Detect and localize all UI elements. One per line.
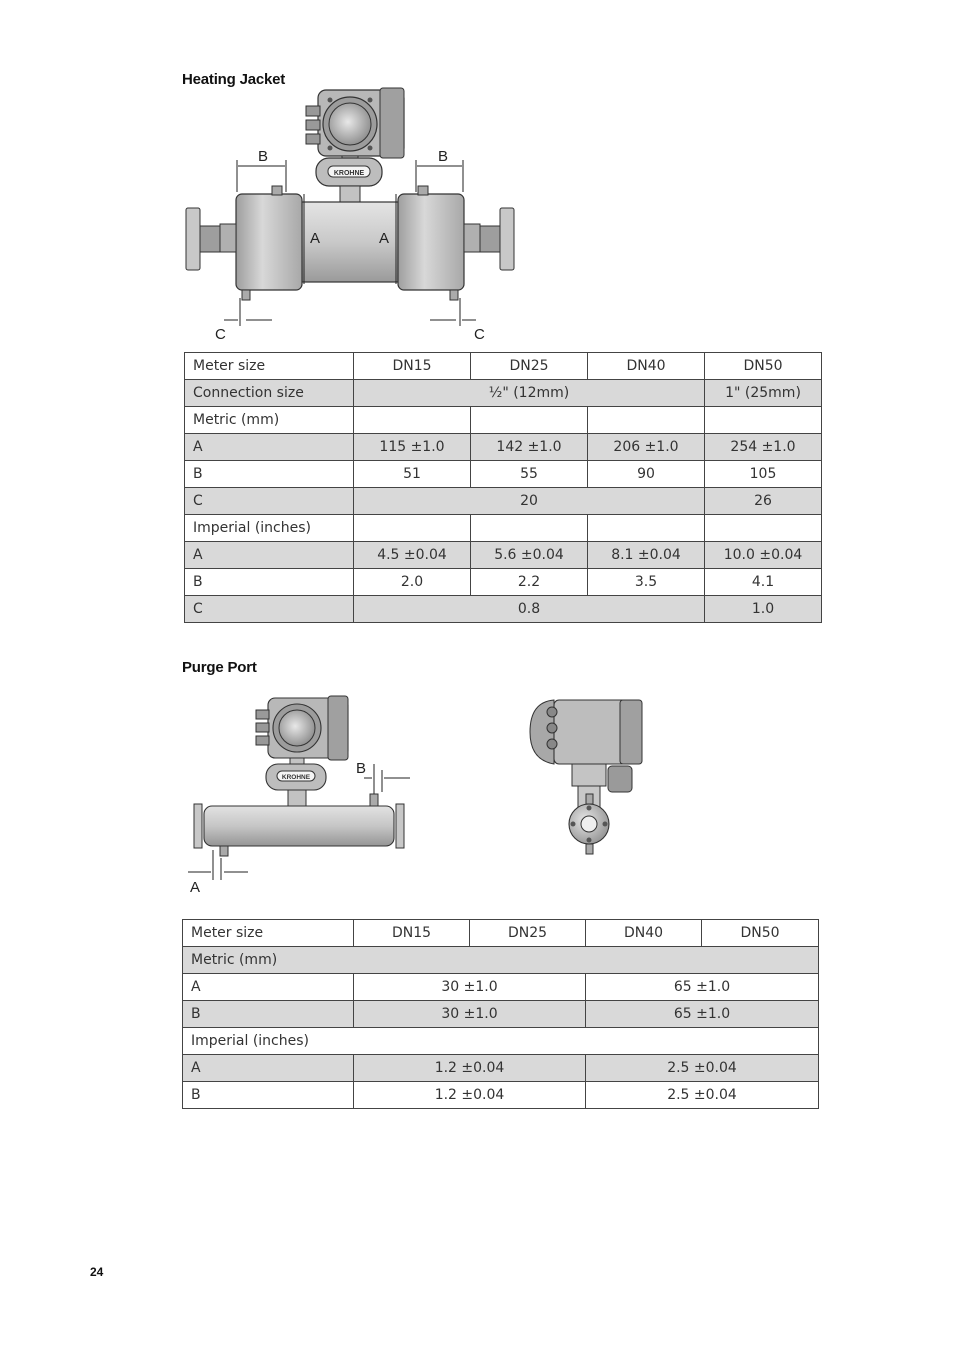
table-row bbox=[185, 596, 822, 623]
table-row bbox=[185, 542, 822, 569]
table-row bbox=[183, 920, 819, 947]
dimension-a-left: A bbox=[310, 230, 321, 247]
table-cell: 26 bbox=[705, 488, 822, 515]
header-dn25: DN25 bbox=[471, 353, 588, 380]
row-label: C bbox=[185, 488, 354, 515]
dimension-b-left: B bbox=[258, 148, 269, 165]
table-row bbox=[183, 1001, 819, 1028]
table-cell bbox=[705, 515, 822, 542]
page-number: 24 bbox=[90, 1265, 104, 1279]
table-row bbox=[185, 488, 822, 515]
table-row bbox=[183, 947, 819, 974]
table-cell: ½" (12mm) bbox=[354, 380, 705, 407]
table-cell: 1.0 bbox=[705, 596, 822, 623]
section-label: Metric (mm) bbox=[183, 947, 819, 974]
table-cell: 30 ±1.0 bbox=[354, 1001, 586, 1028]
display-window bbox=[316, 158, 382, 186]
table-cell: 65 ±1.0 bbox=[586, 1001, 819, 1028]
dimension-a-right: A bbox=[379, 230, 390, 247]
header-dn50: DN50 bbox=[705, 353, 822, 380]
table-cell: 2.2 bbox=[471, 569, 588, 596]
header-dn25: DN25 bbox=[470, 920, 586, 947]
table-cell: 115 ±1.0 bbox=[354, 434, 471, 461]
table-cell: 1.2 ±0.04 bbox=[354, 1082, 586, 1109]
table-cell: 65 ±1.0 bbox=[586, 974, 819, 1001]
transmitter-housing bbox=[306, 88, 404, 158]
row-label: B bbox=[183, 1001, 354, 1028]
purge-port-table bbox=[182, 919, 819, 1109]
header-dn15: DN15 bbox=[354, 920, 470, 947]
dimension-c-left: C bbox=[215, 326, 226, 343]
table-cell: 2.5 ±0.04 bbox=[586, 1082, 819, 1109]
table-cell: 2.0 bbox=[354, 569, 471, 596]
table-row bbox=[185, 353, 822, 380]
table-cell: 30 ±1.0 bbox=[354, 974, 586, 1001]
table-cell: 10.0 ±0.04 bbox=[705, 542, 822, 569]
purge-port-side-diagram bbox=[524, 694, 650, 860]
table-row bbox=[183, 1028, 819, 1055]
heating-jacket-diagram bbox=[180, 84, 525, 346]
dimension-a: A bbox=[190, 879, 201, 896]
row-label: B bbox=[185, 569, 354, 596]
table-cell: 1.2 ±0.04 bbox=[354, 1055, 586, 1082]
table-cell bbox=[354, 515, 471, 542]
table-cell: 4.1 bbox=[705, 569, 822, 596]
row-label: C bbox=[185, 596, 354, 623]
section-label: Metric (mm) bbox=[185, 407, 354, 434]
dimension-b-right: B bbox=[438, 148, 449, 165]
row-label: A bbox=[183, 974, 354, 1001]
header-dn40: DN40 bbox=[588, 353, 705, 380]
row-label: A bbox=[183, 1055, 354, 1082]
heating-jacket-heading: Heating Jacket bbox=[182, 71, 286, 88]
table-cell: 55 bbox=[471, 461, 588, 488]
table-cell: 3.5 bbox=[588, 569, 705, 596]
svg-text:KROHNE: KROHNE bbox=[281, 774, 311, 781]
table-cell: 2.5 ±0.04 bbox=[586, 1055, 819, 1082]
table-row bbox=[185, 434, 822, 461]
section-label: Imperial (inches) bbox=[183, 1028, 819, 1055]
table-row bbox=[185, 569, 822, 596]
header-label: Meter size bbox=[183, 920, 354, 947]
purge-port-front-diagram bbox=[184, 694, 414, 899]
row-label: Connection size bbox=[185, 380, 354, 407]
svg-text:KROHNE: KROHNE bbox=[333, 170, 365, 177]
table-cell: 90 bbox=[588, 461, 705, 488]
table-cell bbox=[588, 407, 705, 434]
dimension-c-right: C bbox=[474, 326, 485, 343]
table-cell: 206 ±1.0 bbox=[588, 434, 705, 461]
table-cell: 254 ±1.0 bbox=[705, 434, 822, 461]
section-label: Imperial (inches) bbox=[185, 515, 354, 542]
table-cell bbox=[588, 515, 705, 542]
heating-jacket-table bbox=[184, 352, 822, 623]
row-label: B bbox=[185, 461, 354, 488]
purge-port-heading: Purge Port bbox=[182, 659, 257, 676]
table-cell bbox=[471, 515, 588, 542]
table-cell bbox=[354, 407, 471, 434]
table-row bbox=[185, 515, 822, 542]
table-cell: 105 bbox=[705, 461, 822, 488]
header-dn50: DN50 bbox=[702, 920, 819, 947]
table-cell: 4.5 ±0.04 bbox=[354, 542, 471, 569]
table-row bbox=[185, 461, 822, 488]
table-row bbox=[183, 974, 819, 1001]
table-cell: 51 bbox=[354, 461, 471, 488]
header-dn15: DN15 bbox=[354, 353, 471, 380]
header-label: Meter size bbox=[185, 353, 354, 380]
header-dn40: DN40 bbox=[586, 920, 702, 947]
table-cell: 0.8 bbox=[354, 596, 705, 623]
table-cell: 142 ±1.0 bbox=[471, 434, 588, 461]
table-cell bbox=[705, 407, 822, 434]
display-window bbox=[266, 764, 326, 790]
row-label: A bbox=[185, 434, 354, 461]
table-cell: 5.6 ±0.04 bbox=[471, 542, 588, 569]
table-cell: 20 bbox=[354, 488, 705, 515]
table-row bbox=[183, 1055, 819, 1082]
transmitter-housing bbox=[256, 696, 348, 760]
table-cell: 8.1 ±0.04 bbox=[588, 542, 705, 569]
table-cell: 1" (25mm) bbox=[705, 380, 822, 407]
dimension-b: B bbox=[356, 760, 367, 777]
table-row bbox=[185, 380, 822, 407]
table-cell bbox=[471, 407, 588, 434]
table-row bbox=[183, 1082, 819, 1109]
row-label: B bbox=[183, 1082, 354, 1109]
table-row bbox=[185, 407, 822, 434]
row-label: A bbox=[185, 542, 354, 569]
